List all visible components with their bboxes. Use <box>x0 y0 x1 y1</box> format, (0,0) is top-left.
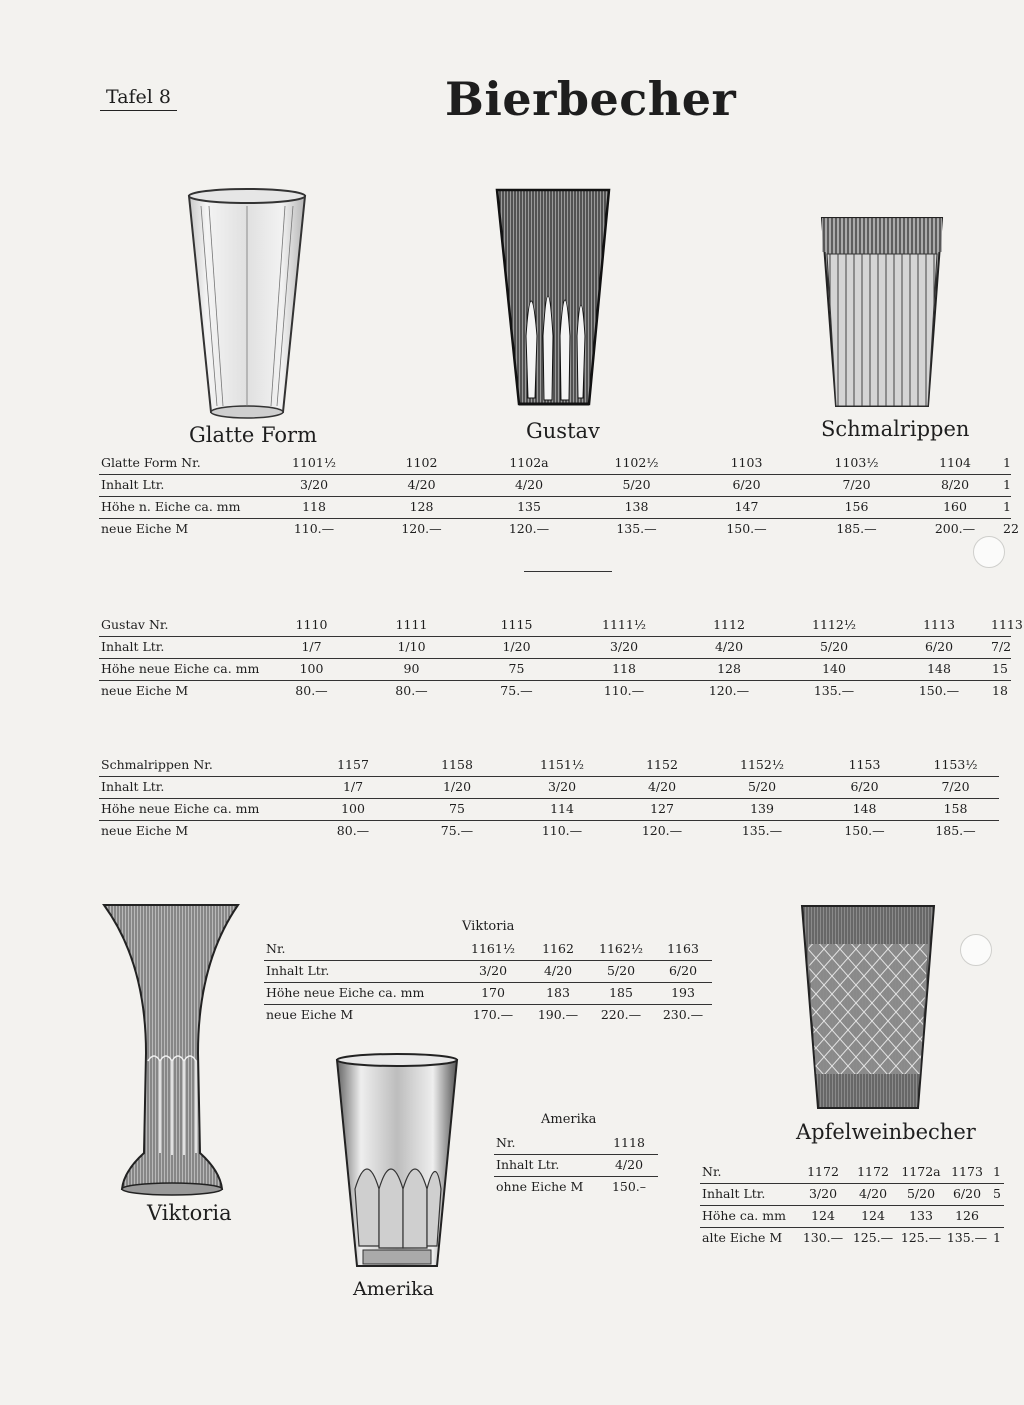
table-cell: 150.— <box>918 683 960 698</box>
table-cell: 140 <box>779 659 889 681</box>
table-cell: 1118 <box>600 1133 658 1155</box>
row-label: Höhe neue Eiche ca. mm <box>99 659 264 681</box>
table-row <box>99 637 1011 659</box>
table-cell: 80.— <box>295 683 328 698</box>
table-cell: 75 <box>464 659 569 681</box>
table-cell: 1102a <box>474 453 584 475</box>
table-row <box>99 475 1011 497</box>
table-cell: 6/20 <box>654 961 712 983</box>
table-cell: 135 <box>474 497 584 519</box>
table-cell: 75.— <box>500 683 533 698</box>
table-row <box>264 1005 712 1027</box>
table-cell: 160 <box>909 497 1001 519</box>
table-cell: 118 <box>259 497 369 519</box>
viktoria-glass-illustration <box>102 903 240 1199</box>
table-cell: 139 <box>707 799 817 821</box>
table-cell: 4/20 <box>617 777 707 799</box>
table-row <box>700 1206 1004 1228</box>
table-cell: 3/20 <box>798 1184 848 1206</box>
glatte-form-price-table <box>99 453 1019 540</box>
apfelweinbecher-price-table <box>700 1162 1004 1249</box>
table-cell: 200.— <box>934 521 976 536</box>
row-label: Inhalt Ltr. <box>700 1184 798 1206</box>
table-cell: 1 <box>990 1162 1004 1184</box>
row-label: Schmalrippen Nr. <box>99 755 299 777</box>
apfelweinbecher-caption: Apfelweinbecher <box>796 1120 976 1144</box>
table-cell: 185 <box>588 983 654 1005</box>
table-cell: 220.— <box>600 1007 642 1022</box>
row-label: alte Eiche M <box>702 1230 783 1245</box>
table-row <box>99 659 1011 681</box>
table-cell: 125.— <box>900 1230 942 1245</box>
table-cell: 1157 <box>299 755 407 777</box>
table-cell: 148 <box>817 799 912 821</box>
table-cell: 8/20 <box>909 475 1001 497</box>
table-cell: 1 <box>1001 497 1011 519</box>
row-label: Glatte Form Nr. <box>99 453 259 475</box>
amerika-glass-illustration <box>333 1054 461 1276</box>
gustav-glass-illustration <box>493 186 613 412</box>
row-label: Höhe ca. mm <box>700 1206 798 1228</box>
table-cell: 1/7 <box>264 637 359 659</box>
viktoria-caption: Viktoria <box>147 1201 232 1225</box>
viktoria-price-table <box>264 939 712 1026</box>
table-cell: 6/20 <box>889 637 989 659</box>
table-cell: 138 <box>584 497 689 519</box>
table-cell <box>990 1206 1004 1228</box>
table-cell: 1161½ <box>458 939 528 961</box>
table-cell: 1153½ <box>912 755 999 777</box>
table-cell: 6/20 <box>817 777 912 799</box>
table-row <box>264 983 712 1005</box>
table-cell: 148 <box>889 659 989 681</box>
table-cell: 5/20 <box>779 637 889 659</box>
table-cell: 1/7 <box>299 777 407 799</box>
table-cell: 230.— <box>662 1007 704 1022</box>
table-cell: 1113 <box>889 615 989 637</box>
table-cell: 170.— <box>472 1007 514 1022</box>
table-row <box>99 519 1011 541</box>
table-cell: 100 <box>299 799 407 821</box>
table-row <box>99 615 1011 637</box>
table-cell: 3/20 <box>458 961 528 983</box>
row-label: neue Eiche M <box>101 521 189 536</box>
table-cell: 1152 <box>617 755 707 777</box>
table-cell: 120.— <box>708 683 750 698</box>
table-cell: 18 <box>992 683 1008 698</box>
table-cell: 1113 <box>989 615 1011 637</box>
table-cell: 1173 <box>944 1162 990 1184</box>
table-cell: 183 <box>528 983 588 1005</box>
table-cell: 185.— <box>935 823 976 838</box>
table-cell: 150.– <box>611 1179 647 1194</box>
table-cell: 110.— <box>603 683 645 698</box>
amerika-price-table <box>494 1133 658 1198</box>
table-cell: 22 <box>1003 521 1019 536</box>
table-cell: 135.— <box>946 1230 988 1245</box>
table-cell: 1172 <box>798 1162 848 1184</box>
row-label: Höhe n. Eiche ca. mm <box>99 497 259 519</box>
table-cell: 193 <box>654 983 712 1005</box>
table-row <box>700 1228 1004 1250</box>
table-cell: 1152½ <box>707 755 817 777</box>
table-row <box>99 453 1011 475</box>
table-row <box>99 497 1011 519</box>
table-cell: 1162½ <box>588 939 654 961</box>
table-cell: 126 <box>944 1206 990 1228</box>
table-cell: 135.— <box>741 823 783 838</box>
amerika-caption: Amerika <box>353 1278 434 1300</box>
table-cell: 1111½ <box>569 615 679 637</box>
table-cell: 4/20 <box>600 1155 658 1177</box>
table-cell: 7/20 <box>804 475 909 497</box>
table-cell: 118 <box>569 659 679 681</box>
table-cell: 80.— <box>336 823 370 838</box>
table-cell: 4/20 <box>474 475 584 497</box>
table-cell: 158 <box>912 799 999 821</box>
table-cell: 185.— <box>836 521 877 536</box>
table-row <box>264 939 712 961</box>
table-cell: 1103 <box>689 453 804 475</box>
table-row <box>700 1184 1004 1206</box>
table-cell: 1158 <box>407 755 507 777</box>
row-label: Inhalt Ltr. <box>99 637 264 659</box>
table-cell: 1103½ <box>804 453 909 475</box>
table-cell: 127 <box>617 799 707 821</box>
punch-hole <box>960 934 992 966</box>
row-label: Höhe neue Eiche ca. mm <box>99 799 299 821</box>
table-cell: 7/2 <box>989 637 1011 659</box>
table-cell: 1163 <box>654 939 712 961</box>
table-cell: 75 <box>407 799 507 821</box>
table-cell: 110.— <box>293 521 335 536</box>
row-label: Höhe neue Eiche ca. mm <box>264 983 458 1005</box>
table-cell: 5/20 <box>707 777 817 799</box>
table-cell: 135.— <box>813 683 855 698</box>
table-cell: 135.— <box>616 521 657 536</box>
table-cell: 120.— <box>508 521 550 536</box>
table-cell: 1110 <box>264 615 359 637</box>
table-cell: 1172 <box>848 1162 898 1184</box>
table-cell: 75.— <box>440 823 474 838</box>
table-cell: 1115 <box>464 615 569 637</box>
table-cell: 1112 <box>679 615 779 637</box>
table-cell: 130.— <box>802 1230 844 1245</box>
schmalrippen-glass-illustration <box>818 214 946 412</box>
table-cell: 124 <box>848 1206 898 1228</box>
table-cell: 1102 <box>369 453 474 475</box>
table-row <box>99 799 999 821</box>
table-cell: 3/20 <box>507 777 617 799</box>
table-cell: 190.— <box>537 1007 579 1022</box>
row-label: Nr. <box>264 939 458 961</box>
schmalrippen-price-table <box>99 755 999 842</box>
table-cell: 1 <box>1001 475 1011 497</box>
table-cell: 1112½ <box>779 615 889 637</box>
table-cell: 4/20 <box>679 637 779 659</box>
table-row <box>99 681 1011 703</box>
table-cell: 1102½ <box>584 453 689 475</box>
table-cell: 147 <box>689 497 804 519</box>
table-row <box>99 821 999 843</box>
table-cell: 114 <box>507 799 617 821</box>
table-cell: 90 <box>359 659 464 681</box>
table-cell: 156 <box>804 497 909 519</box>
table-cell: 1101½ <box>259 453 369 475</box>
table-cell: 128 <box>369 497 474 519</box>
table-cell: 6/20 <box>689 475 804 497</box>
row-label: Nr. <box>700 1162 798 1184</box>
table-row <box>99 777 999 799</box>
gustav-caption: Gustav <box>526 419 600 443</box>
table-cell: 3/20 <box>259 475 369 497</box>
table-cell: 133 <box>898 1206 944 1228</box>
section-divider <box>524 571 612 572</box>
table-cell: 125.— <box>852 1230 894 1245</box>
table-cell: 1104 <box>909 453 1001 475</box>
table-cell: 80.— <box>395 683 428 698</box>
table-cell: 4/20 <box>369 475 474 497</box>
table-cell: 15 <box>989 659 1011 681</box>
table-cell: 128 <box>679 659 779 681</box>
table-cell: 1151½ <box>507 755 617 777</box>
schmalrippen-caption: Schmalrippen <box>821 417 970 441</box>
table-cell: 150.— <box>726 521 767 536</box>
row-label: ohne Eiche M <box>496 1179 584 1194</box>
table-cell: 120.— <box>641 823 683 838</box>
table-cell: 4/20 <box>848 1184 898 1206</box>
table-row <box>494 1133 658 1155</box>
table-row <box>264 961 712 983</box>
page-title: Bierbecher <box>445 72 737 126</box>
glatte-form-caption: Glatte Form <box>189 423 318 447</box>
table-cell: 1/20 <box>464 637 569 659</box>
row-label: Inhalt Ltr. <box>99 777 299 799</box>
table-cell: 124 <box>798 1206 848 1228</box>
table-cell: 7/20 <box>912 777 999 799</box>
row-label: Nr. <box>494 1133 600 1155</box>
row-label: neue Eiche M <box>266 1007 354 1022</box>
row-label: Gustav Nr. <box>99 615 264 637</box>
row-label: Inhalt Ltr. <box>494 1155 600 1177</box>
row-label: Inhalt Ltr. <box>264 961 458 983</box>
viktoria-table-heading: Viktoria <box>462 919 515 934</box>
table-cell: 1153 <box>817 755 912 777</box>
table-row <box>494 1155 658 1177</box>
row-label: neue Eiche M <box>101 683 189 698</box>
table-cell: 3/20 <box>569 637 679 659</box>
table-cell: 110.— <box>541 823 583 838</box>
row-label: Inhalt Ltr. <box>99 475 259 497</box>
table-cell: 1111 <box>359 615 464 637</box>
table-cell: 5/20 <box>898 1184 944 1206</box>
row-label: neue Eiche M <box>101 823 189 838</box>
table-cell: 1/20 <box>407 777 507 799</box>
plate-label: Tafel 8 <box>100 86 177 111</box>
table-cell: 6/20 <box>944 1184 990 1206</box>
table-cell: 170 <box>458 983 528 1005</box>
table-cell: 5/20 <box>588 961 654 983</box>
apfelweinbecher-glass-illustration <box>800 904 936 1114</box>
table-cell: 4/20 <box>528 961 588 983</box>
table-cell: 1162 <box>528 939 588 961</box>
table-cell: 150.— <box>844 823 885 838</box>
table-cell: 5/20 <box>584 475 689 497</box>
table-cell: 1/10 <box>359 637 464 659</box>
punch-hole <box>973 536 1005 568</box>
table-row <box>700 1162 1004 1184</box>
table-cell: 1 <box>993 1230 1001 1245</box>
glatte-form-glass-illustration <box>185 186 309 422</box>
table-cell: 1172a <box>898 1162 944 1184</box>
amerika-table-heading: Amerika <box>541 1112 597 1127</box>
table-cell: 5 <box>990 1184 1004 1206</box>
table-cell: 100 <box>264 659 359 681</box>
table-row <box>494 1177 658 1199</box>
gustav-price-table <box>99 615 1023 702</box>
table-cell: 120.— <box>401 521 442 536</box>
table-cell: 1 <box>1001 453 1011 475</box>
table-row <box>99 755 999 777</box>
